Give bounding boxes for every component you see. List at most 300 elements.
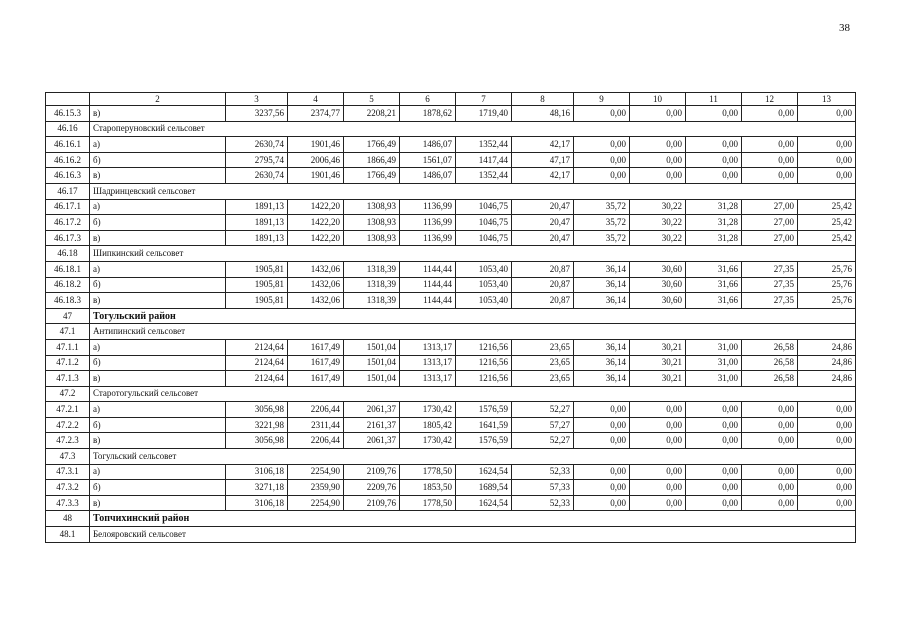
value-cell: 0,00 — [574, 495, 630, 511]
row-code: 48.1 — [46, 527, 90, 543]
row-variant: в) — [90, 106, 226, 122]
value-cell: 0,00 — [574, 417, 630, 433]
value-cell: 42,17 — [512, 168, 574, 184]
value-cell: 3106,18 — [226, 464, 288, 480]
column-header: 6 — [400, 93, 456, 106]
value-cell: 2795,74 — [226, 152, 288, 168]
tariff-table — [45, 92, 856, 543]
value-cell: 0,00 — [798, 495, 856, 511]
value-cell: 2161,37 — [344, 417, 400, 433]
value-cell: 1486,07 — [400, 137, 456, 153]
value-cell: 2206,44 — [288, 433, 344, 449]
value-cell: 1730,42 — [400, 402, 456, 418]
value-cell: 1891,13 — [226, 230, 288, 246]
value-cell: 0,00 — [630, 433, 686, 449]
table-row — [46, 433, 856, 449]
value-cell: 0,00 — [574, 433, 630, 449]
row-code: 47.1.2 — [46, 355, 90, 371]
value-cell: 2061,37 — [344, 402, 400, 418]
value-cell: 30,60 — [630, 293, 686, 309]
row-variant: в) — [90, 230, 226, 246]
value-cell: 25,42 — [798, 215, 856, 231]
column-header: 4 — [288, 93, 344, 106]
value-cell: 0,00 — [630, 152, 686, 168]
value-cell: 26,58 — [742, 371, 798, 387]
value-cell: 27,35 — [742, 293, 798, 309]
section-row — [46, 527, 856, 543]
value-cell: 1136,99 — [400, 215, 456, 231]
value-cell: 0,00 — [574, 402, 630, 418]
column-header: 13 — [798, 93, 856, 106]
value-cell: 52,27 — [512, 402, 574, 418]
section-title: Старотогульский сельсовет — [90, 386, 856, 402]
value-cell: 0,00 — [742, 137, 798, 153]
value-cell: 1144,44 — [400, 261, 456, 277]
row-code: 47.2 — [46, 386, 90, 402]
row-variant: а) — [90, 464, 226, 480]
value-cell: 1318,39 — [344, 277, 400, 293]
row-variant: б) — [90, 152, 226, 168]
value-cell: 1046,75 — [456, 199, 512, 215]
column-header: 7 — [456, 93, 512, 106]
value-cell: 3221,98 — [226, 417, 288, 433]
value-cell: 1901,46 — [288, 168, 344, 184]
value-cell: 36,14 — [574, 355, 630, 371]
value-cell: 1576,59 — [456, 402, 512, 418]
value-cell: 27,35 — [742, 277, 798, 293]
row-code: 48 — [46, 511, 90, 527]
value-cell: 1216,56 — [456, 371, 512, 387]
value-cell: 1766,49 — [344, 137, 400, 153]
column-header: 12 — [742, 93, 798, 106]
row-code: 47.2.2 — [46, 417, 90, 433]
district-row — [46, 308, 856, 324]
value-cell: 1046,75 — [456, 215, 512, 231]
value-cell: 1617,49 — [288, 371, 344, 387]
value-cell: 0,00 — [742, 495, 798, 511]
row-variant: б) — [90, 417, 226, 433]
row-code: 46.16.1 — [46, 137, 90, 153]
value-cell: 0,00 — [630, 137, 686, 153]
row-variant: а) — [90, 137, 226, 153]
value-cell: 0,00 — [686, 402, 742, 418]
value-cell: 0,00 — [798, 402, 856, 418]
value-cell: 30,60 — [630, 261, 686, 277]
value-cell: 0,00 — [686, 464, 742, 480]
value-cell: 1313,17 — [400, 339, 456, 355]
section-title: Антипинский сельсовет — [90, 324, 856, 340]
value-cell: 0,00 — [630, 106, 686, 122]
value-cell: 0,00 — [798, 464, 856, 480]
row-code: 47.1.3 — [46, 371, 90, 387]
table-row — [46, 495, 856, 511]
value-cell: 1905,81 — [226, 277, 288, 293]
value-cell: 23,65 — [512, 371, 574, 387]
column-header: 11 — [686, 93, 742, 106]
row-code: 46.16.3 — [46, 168, 90, 184]
value-cell: 1866,49 — [344, 152, 400, 168]
column-header-blank — [46, 93, 90, 106]
row-variant: б) — [90, 355, 226, 371]
value-cell: 30,22 — [630, 230, 686, 246]
value-cell: 1617,49 — [288, 355, 344, 371]
table-row — [46, 402, 856, 418]
table-row — [46, 106, 856, 122]
value-cell: 23,65 — [512, 355, 574, 371]
value-cell: 2311,44 — [288, 417, 344, 433]
row-variant: а) — [90, 339, 226, 355]
value-cell: 2254,90 — [288, 464, 344, 480]
value-cell: 1318,39 — [344, 261, 400, 277]
value-cell: 1046,75 — [456, 230, 512, 246]
value-cell: 1805,42 — [400, 417, 456, 433]
row-variant: а) — [90, 261, 226, 277]
value-cell: 1136,99 — [400, 199, 456, 215]
row-code: 47.3.1 — [46, 464, 90, 480]
value-cell: 1878,62 — [400, 106, 456, 122]
value-cell: 1352,44 — [456, 137, 512, 153]
value-cell: 2061,37 — [344, 433, 400, 449]
value-cell: 31,28 — [686, 199, 742, 215]
value-cell: 57,33 — [512, 480, 574, 496]
table-body — [46, 93, 856, 543]
value-cell: 36,14 — [574, 293, 630, 309]
section-row — [46, 449, 856, 465]
value-cell: 0,00 — [742, 464, 798, 480]
value-cell: 0,00 — [574, 168, 630, 184]
value-cell: 36,14 — [574, 371, 630, 387]
row-code: 46.17.1 — [46, 199, 90, 215]
value-cell: 31,00 — [686, 339, 742, 355]
value-cell: 20,47 — [512, 230, 574, 246]
value-cell: 3056,98 — [226, 402, 288, 418]
value-cell: 1486,07 — [400, 168, 456, 184]
value-cell: 25,76 — [798, 293, 856, 309]
value-cell: 27,00 — [742, 230, 798, 246]
value-cell: 35,72 — [574, 199, 630, 215]
value-cell: 1624,54 — [456, 464, 512, 480]
table-row — [46, 339, 856, 355]
district-title: Топчихинский район — [90, 511, 856, 527]
value-cell: 2206,44 — [288, 402, 344, 418]
value-cell: 35,72 — [574, 230, 630, 246]
value-cell: 27,00 — [742, 215, 798, 231]
value-cell: 0,00 — [742, 106, 798, 122]
value-cell: 1905,81 — [226, 261, 288, 277]
value-cell: 0,00 — [798, 106, 856, 122]
value-cell: 26,58 — [742, 355, 798, 371]
row-variant: в) — [90, 433, 226, 449]
row-variant: в) — [90, 371, 226, 387]
row-variant: б) — [90, 277, 226, 293]
row-code: 46.18.3 — [46, 293, 90, 309]
value-cell: 2124,64 — [226, 339, 288, 355]
value-cell: 47,17 — [512, 152, 574, 168]
value-cell: 0,00 — [686, 433, 742, 449]
value-cell: 1432,06 — [288, 261, 344, 277]
value-cell: 27,00 — [742, 199, 798, 215]
value-cell: 0,00 — [686, 495, 742, 511]
value-cell: 31,00 — [686, 355, 742, 371]
table-row — [46, 215, 856, 231]
value-cell: 1422,20 — [288, 215, 344, 231]
value-cell: 0,00 — [686, 152, 742, 168]
row-variant: в) — [90, 293, 226, 309]
value-cell: 1352,44 — [456, 168, 512, 184]
value-cell: 30,21 — [630, 371, 686, 387]
section-row — [46, 246, 856, 262]
value-cell: 1053,40 — [456, 261, 512, 277]
value-cell: 35,72 — [574, 215, 630, 231]
value-cell: 24,86 — [798, 371, 856, 387]
value-cell: 20,47 — [512, 199, 574, 215]
value-cell: 2254,90 — [288, 495, 344, 511]
page-number: 38 — [839, 22, 850, 34]
row-code: 47 — [46, 308, 90, 324]
section-title: Шадринцевский сельсовет — [90, 183, 856, 199]
row-code: 47.3 — [46, 449, 90, 465]
value-cell: 1422,20 — [288, 199, 344, 215]
value-cell: 36,14 — [574, 339, 630, 355]
value-cell: 1730,42 — [400, 433, 456, 449]
value-cell: 2630,74 — [226, 168, 288, 184]
value-cell: 1689,54 — [456, 480, 512, 496]
value-cell: 2109,76 — [344, 464, 400, 480]
value-cell: 0,00 — [742, 402, 798, 418]
value-cell: 20,47 — [512, 215, 574, 231]
table-row — [46, 277, 856, 293]
value-cell: 0,00 — [630, 464, 686, 480]
value-cell: 1318,39 — [344, 293, 400, 309]
value-cell: 1216,56 — [456, 339, 512, 355]
table-row — [46, 199, 856, 215]
section-title: Белояровский сельсовет — [90, 527, 856, 543]
value-cell: 25,76 — [798, 261, 856, 277]
value-cell: 0,00 — [742, 417, 798, 433]
table-row — [46, 230, 856, 246]
row-variant: б) — [90, 215, 226, 231]
row-code: 47.2.1 — [46, 402, 90, 418]
value-cell: 1905,81 — [226, 293, 288, 309]
table-row — [46, 152, 856, 168]
value-cell: 0,00 — [630, 417, 686, 433]
value-cell: 31,28 — [686, 215, 742, 231]
value-cell: 1216,56 — [456, 355, 512, 371]
value-cell: 23,65 — [512, 339, 574, 355]
row-code: 46.15.3 — [46, 106, 90, 122]
row-code: 47.1 — [46, 324, 90, 340]
row-code: 47.1.1 — [46, 339, 90, 355]
value-cell: 1136,99 — [400, 230, 456, 246]
table-row — [46, 293, 856, 309]
value-cell: 1617,49 — [288, 339, 344, 355]
value-cell: 0,00 — [574, 464, 630, 480]
row-code: 46.17 — [46, 183, 90, 199]
section-row — [46, 324, 856, 340]
row-code: 46.18.1 — [46, 261, 90, 277]
value-cell: 26,58 — [742, 339, 798, 355]
value-cell: 20,87 — [512, 277, 574, 293]
value-cell: 31,66 — [686, 293, 742, 309]
value-cell: 1308,93 — [344, 215, 400, 231]
value-cell: 1576,59 — [456, 433, 512, 449]
value-cell: 25,42 — [798, 199, 856, 215]
table-row — [46, 168, 856, 184]
value-cell: 0,00 — [686, 417, 742, 433]
row-code: 46.17.3 — [46, 230, 90, 246]
section-row — [46, 386, 856, 402]
value-cell: 24,86 — [798, 339, 856, 355]
value-cell: 57,27 — [512, 417, 574, 433]
value-cell: 0,00 — [686, 168, 742, 184]
value-cell: 1624,54 — [456, 495, 512, 511]
section-row — [46, 121, 856, 137]
value-cell: 0,00 — [798, 417, 856, 433]
value-cell: 0,00 — [630, 480, 686, 496]
value-cell: 3056,98 — [226, 433, 288, 449]
value-cell: 1501,04 — [344, 339, 400, 355]
district-title: Тогульский район — [90, 308, 856, 324]
row-variant: б) — [90, 480, 226, 496]
value-cell: 1501,04 — [344, 371, 400, 387]
column-header: 8 — [512, 93, 574, 106]
value-cell: 0,00 — [686, 480, 742, 496]
value-cell: 0,00 — [742, 152, 798, 168]
value-cell: 0,00 — [574, 137, 630, 153]
value-cell: 1891,13 — [226, 199, 288, 215]
row-code: 46.17.2 — [46, 215, 90, 231]
value-cell: 1901,46 — [288, 137, 344, 153]
value-cell: 1719,40 — [456, 106, 512, 122]
value-cell: 1053,40 — [456, 277, 512, 293]
value-cell: 31,28 — [686, 230, 742, 246]
value-cell: 1144,44 — [400, 277, 456, 293]
column-header: 3 — [226, 93, 288, 106]
value-cell: 52,33 — [512, 464, 574, 480]
value-cell: 1853,50 — [400, 480, 456, 496]
value-cell: 2359,90 — [288, 480, 344, 496]
table-row — [46, 137, 856, 153]
value-cell: 42,17 — [512, 137, 574, 153]
value-cell: 31,66 — [686, 261, 742, 277]
table-row — [46, 261, 856, 277]
value-cell: 30,21 — [630, 339, 686, 355]
value-cell: 25,42 — [798, 230, 856, 246]
value-cell: 52,33 — [512, 495, 574, 511]
value-cell: 0,00 — [742, 480, 798, 496]
column-header: 9 — [574, 93, 630, 106]
value-cell: 2109,76 — [344, 495, 400, 511]
value-cell: 0,00 — [630, 495, 686, 511]
value-cell: 31,66 — [686, 277, 742, 293]
row-variant: в) — [90, 168, 226, 184]
value-cell: 0,00 — [574, 106, 630, 122]
value-cell: 27,35 — [742, 261, 798, 277]
value-cell: 0,00 — [630, 168, 686, 184]
row-variant: а) — [90, 402, 226, 418]
value-cell: 0,00 — [798, 168, 856, 184]
value-cell: 1053,40 — [456, 293, 512, 309]
value-cell: 1641,59 — [456, 417, 512, 433]
section-title: Шипкинский сельсовет — [90, 246, 856, 262]
value-cell: 2124,64 — [226, 371, 288, 387]
column-header-row — [46, 93, 856, 106]
section-row — [46, 183, 856, 199]
column-header: 2 — [90, 93, 226, 106]
section-title: Тогульский сельсовет — [90, 449, 856, 465]
value-cell: 20,87 — [512, 293, 574, 309]
value-cell: 2208,21 — [344, 106, 400, 122]
value-cell: 0,00 — [798, 433, 856, 449]
value-cell: 1313,17 — [400, 355, 456, 371]
value-cell: 30,22 — [630, 215, 686, 231]
row-code: 47.3.2 — [46, 480, 90, 496]
row-code: 46.16 — [46, 121, 90, 137]
value-cell: 36,14 — [574, 277, 630, 293]
value-cell: 2209,76 — [344, 480, 400, 496]
value-cell: 30,60 — [630, 277, 686, 293]
value-cell: 52,27 — [512, 433, 574, 449]
table-row — [46, 464, 856, 480]
district-row — [46, 511, 856, 527]
value-cell: 2006,46 — [288, 152, 344, 168]
row-variant: в) — [90, 495, 226, 511]
value-cell: 2630,74 — [226, 137, 288, 153]
table-row — [46, 480, 856, 496]
table-row — [46, 417, 856, 433]
value-cell: 0,00 — [630, 402, 686, 418]
value-cell: 1308,93 — [344, 230, 400, 246]
value-cell: 36,14 — [574, 261, 630, 277]
table-row — [46, 355, 856, 371]
value-cell: 30,22 — [630, 199, 686, 215]
value-cell: 1778,50 — [400, 464, 456, 480]
value-cell: 30,21 — [630, 355, 686, 371]
row-code: 46.18 — [46, 246, 90, 262]
value-cell: 0,00 — [742, 168, 798, 184]
value-cell: 1561,07 — [400, 152, 456, 168]
value-cell: 48,16 — [512, 106, 574, 122]
value-cell: 1778,50 — [400, 495, 456, 511]
section-title: Староперуновский сельсовет — [90, 121, 856, 137]
value-cell: 0,00 — [742, 433, 798, 449]
value-cell: 1891,13 — [226, 215, 288, 231]
column-header: 5 — [344, 93, 400, 106]
row-code: 46.16.2 — [46, 152, 90, 168]
row-code: 46.18.2 — [46, 277, 90, 293]
value-cell: 1422,20 — [288, 230, 344, 246]
value-cell: 20,87 — [512, 261, 574, 277]
value-cell: 0,00 — [798, 152, 856, 168]
value-cell: 3106,18 — [226, 495, 288, 511]
value-cell: 1144,44 — [400, 293, 456, 309]
value-cell: 1308,93 — [344, 199, 400, 215]
value-cell: 2374,77 — [288, 106, 344, 122]
value-cell: 0,00 — [798, 480, 856, 496]
value-cell: 0,00 — [686, 106, 742, 122]
value-cell: 3237,56 — [226, 106, 288, 122]
value-cell: 0,00 — [686, 137, 742, 153]
value-cell: 1501,04 — [344, 355, 400, 371]
value-cell: 1313,17 — [400, 371, 456, 387]
value-cell: 3271,18 — [226, 480, 288, 496]
value-cell: 24,86 — [798, 355, 856, 371]
value-cell: 1432,06 — [288, 293, 344, 309]
column-header: 10 — [630, 93, 686, 106]
value-cell: 0,00 — [574, 480, 630, 496]
value-cell: 1766,49 — [344, 168, 400, 184]
row-variant: а) — [90, 199, 226, 215]
